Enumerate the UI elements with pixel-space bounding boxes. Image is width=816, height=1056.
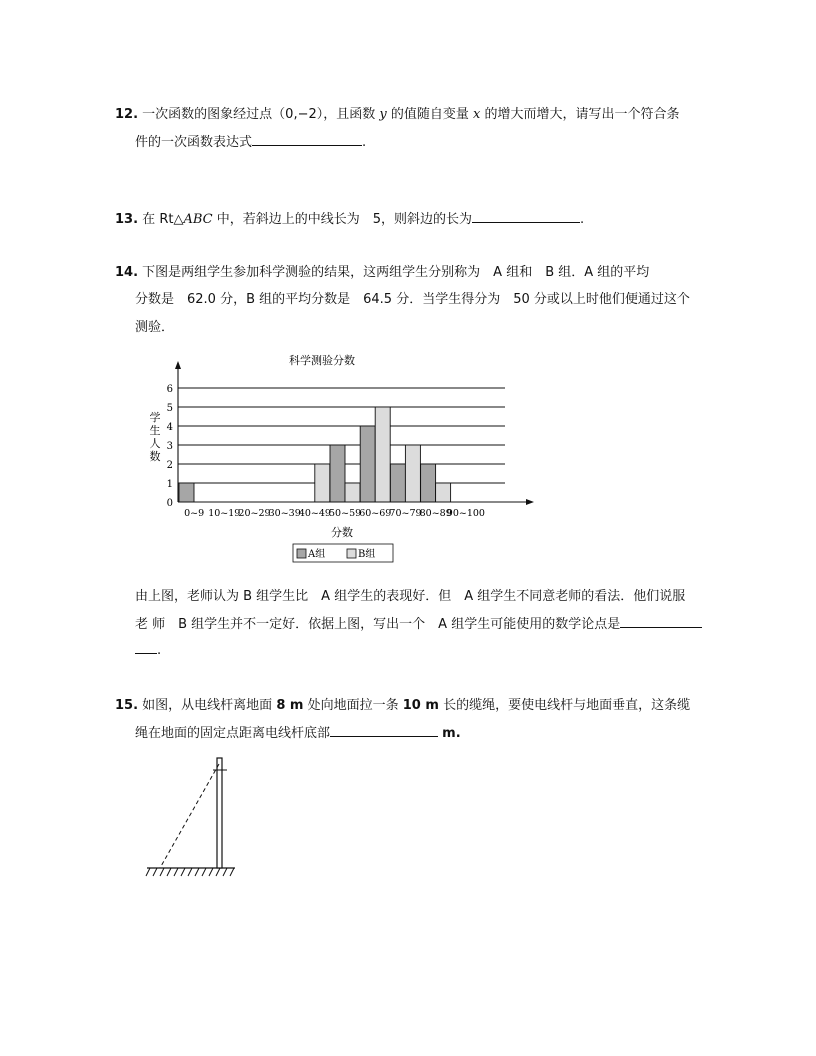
bar-b-60~69 <box>375 407 390 502</box>
question-12-line1 <box>115 103 680 122</box>
question-text: 在 <box>142 212 156 227</box>
x-tick-label: 20~29 <box>238 508 271 519</box>
question-text: 的增大而增大，请写出一个符合条 <box>484 107 680 122</box>
legend-label: A组 <box>308 549 326 560</box>
question-text: 下图是两组学生参加科学测验的结果，这两组学生分别称为 A 组和 B 组．A 组的平均 <box>142 265 650 280</box>
question-12-line2 <box>135 131 366 150</box>
y-label-char: 人 <box>149 437 161 450</box>
y-tick-label: 2 <box>166 460 173 471</box>
question-number: 12. <box>115 107 139 122</box>
question-text: 中，若斜边上的中线长为 5，则斜边的长为 <box>216 212 473 227</box>
y-tick-label: 1 <box>166 479 173 490</box>
question-text: 一次函数的图象经过点（0,−2），且函数 <box>142 107 376 122</box>
x-tick-label: 60~69 <box>359 508 392 519</box>
bar-a-80~89 <box>421 464 436 502</box>
answer-blank-continued[interactable] <box>135 641 157 654</box>
y-label-char: 学 <box>149 411 161 424</box>
x-tick-label: 90~100 <box>446 508 485 519</box>
y-tick-label: 3 <box>166 441 173 452</box>
bar-b-80~89 <box>436 483 451 502</box>
question-13 <box>115 208 584 227</box>
question-14-after3 <box>135 641 161 658</box>
x-tick-label: 0~9 <box>184 508 205 519</box>
question-14-after2 <box>135 613 702 632</box>
bar-a-0~9 <box>179 483 194 502</box>
y-label-char: 数 <box>149 450 161 463</box>
y-label-char: 生 <box>149 424 161 437</box>
score-bar-chart <box>140 345 560 575</box>
x-tick-labels <box>184 508 485 519</box>
bars <box>179 407 451 502</box>
length-8m: 8 m <box>276 698 304 713</box>
variable-y: y <box>379 107 387 122</box>
bar-b-40~49 <box>315 464 330 502</box>
question-number: 13. <box>115 212 139 227</box>
question-text: 的值随自变量 <box>390 107 469 122</box>
answer-blank[interactable] <box>252 133 362 146</box>
question-15-line1 <box>115 694 690 713</box>
y-tick-label: 5 <box>166 403 173 414</box>
question-text: 处向地面拉一条 <box>307 698 399 713</box>
legend-label: B组 <box>358 549 376 560</box>
bar-b-70~79 <box>405 445 420 502</box>
question-number: 15. <box>115 698 139 713</box>
variable-x: x <box>473 107 481 122</box>
y-axis-arrow <box>175 361 181 369</box>
electric-pole <box>217 758 222 868</box>
answer-blank[interactable] <box>620 615 702 628</box>
question-14-line2 <box>135 288 690 307</box>
question-text: 分数是 62.0 分，B 组的平均分数是 64.5 分．当学生得分为 50 分或以上时他们便通过这个 <box>135 292 690 307</box>
cable-dashed <box>160 764 219 868</box>
x-tick-label: 70~79 <box>389 508 422 519</box>
period: . <box>362 135 367 150</box>
bar-b-50~59 <box>345 483 360 502</box>
rt-triangle: Rt△ <box>159 212 184 227</box>
question-text: 长的缆绳，要使电线杆与地面垂直，这条缆 <box>443 698 691 713</box>
bar-a-60~69 <box>360 426 375 502</box>
answer-blank[interactable] <box>472 210 580 223</box>
question-14-line3 <box>135 316 174 335</box>
question-text: 绳在地面的固定点距离电线杆底部 <box>135 726 331 741</box>
question-text: 件的一次函数表达式 <box>135 135 253 150</box>
bar-a-70~79 <box>390 464 405 502</box>
x-tick-label: 50~59 <box>329 508 362 519</box>
legend-swatch <box>347 549 356 558</box>
question-15-line2 <box>135 722 461 741</box>
triangle-abc: ABC <box>183 212 213 227</box>
length-10m: 10 m <box>402 698 439 713</box>
ground-hatching <box>146 868 234 876</box>
unit-m: m. <box>442 726 461 741</box>
x-tick-label: 30~39 <box>268 508 301 519</box>
question-text: 老 师 B 组学生并不一定好．依据上图，写出一个 A 组学生可能使用的数学论点是 <box>135 617 621 632</box>
period: . <box>580 212 585 227</box>
question-text: 如图，从电线杆离地面 <box>142 698 273 713</box>
legend-swatch <box>297 549 306 558</box>
y-tick-label: 0 <box>166 498 173 509</box>
answer-blank[interactable] <box>330 724 438 737</box>
y-tick-labels <box>167 384 173 509</box>
x-tick-label: 80~89 <box>419 508 452 519</box>
question-text: 测验． <box>135 320 175 335</box>
y-tick-label: 6 <box>166 384 173 395</box>
x-axis-label: 分数 <box>331 526 353 539</box>
x-tick-label: 40~49 <box>298 508 331 519</box>
x-axis-arrow <box>526 499 534 505</box>
y-axis-label <box>150 411 161 463</box>
chart-title: 科学测验分数 <box>289 354 355 367</box>
y-tick-label: 4 <box>166 422 173 433</box>
question-number: 14. <box>115 265 139 280</box>
question-14-after1 <box>135 585 685 604</box>
question-14-line1 <box>115 261 649 280</box>
bar-a-50~59 <box>330 445 345 502</box>
x-tick-label: 10~19 <box>208 508 241 519</box>
period: . <box>157 643 162 658</box>
legend <box>293 544 393 562</box>
question-text: 由上图，老师认为 B 组学生比 A 组学生的表现好．但 A 组学生不同意老师的看法．他们说服 <box>135 589 686 604</box>
pole-diagram <box>140 750 250 885</box>
